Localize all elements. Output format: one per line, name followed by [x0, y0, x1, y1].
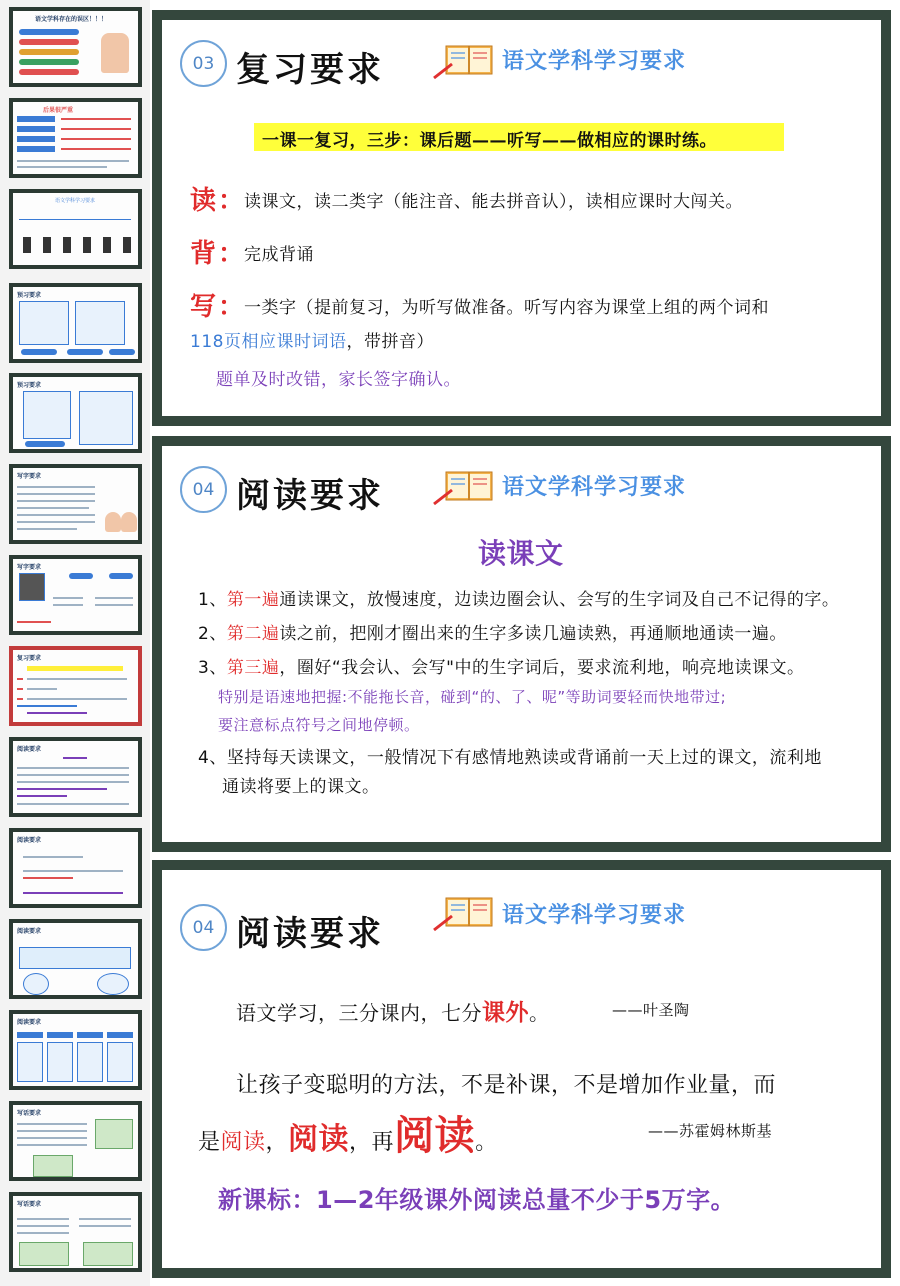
- brand-title: 语文学科学习要求: [502, 49, 687, 74]
- quote-line-1: 让孩子变聪明的方法，不是补课，不是增加作业量，而: [236, 1073, 777, 1098]
- quote-text: 语文学习，三分课内，七分: [236, 1001, 482, 1025]
- item-text: ，圈好“我会认、会写"中的生字词后，要求流利地，响亮地读课文。: [279, 658, 805, 678]
- reading-item-3: [198, 653, 804, 678]
- quote-punct: 。: [475, 1130, 498, 1155]
- slide-thumbnail-1[interactable]: [9, 7, 142, 87]
- item-keyword: 第一遍: [226, 590, 280, 610]
- section-title: 复习要求: [236, 50, 384, 90]
- slide-thumbnail-3[interactable]: [9, 189, 142, 269]
- read-label: 读: [190, 186, 217, 216]
- recite-label: 背: [190, 239, 217, 269]
- slide-thumbnail-4[interactable]: [9, 283, 142, 363]
- quote-author-1: ——叶圣陶: [612, 1001, 690, 1019]
- thumbnail-title: 复习要求: [17, 655, 42, 662]
- quote-keyword: 课外: [482, 1000, 529, 1026]
- recite-colon: ：: [218, 239, 245, 269]
- reading-item-4-line2: 通读将要上的课文。: [222, 777, 380, 797]
- thumbnail-title: 写话要求: [17, 1201, 42, 1208]
- read-colon: ：: [218, 186, 245, 216]
- brand-title: 语文学科学习要求: [502, 475, 687, 500]
- quote-text: ，再: [349, 1130, 395, 1155]
- reading-item-4-line1: 4、坚持每天读课文，一般情况下有感情地熟读或背诵前一天上过的课文，流利地: [198, 748, 822, 768]
- thumbnail-title: 后果很严重: [43, 107, 74, 114]
- reading-note-2: 要注意标点符号之间地停顿。: [218, 716, 420, 734]
- slide-reading-requirements: [152, 436, 891, 852]
- book-icon: [432, 466, 494, 506]
- write-text-line1: 一类字（提前复习，为听写做准备。听写内容为课堂上组的两个词和: [244, 298, 769, 318]
- item-text: 读之前，把刚才圈出来的生字多读几遍读熟，再通顺地通读一遍。: [279, 624, 787, 644]
- quote-keyword: 阅读: [288, 1122, 350, 1157]
- item-text: 通读课文，放慢速度，边读边圈会认、会写的生字词及自己不记得的字。: [279, 590, 840, 610]
- highlight-text: 一课一复习，三步：课后题——听写——做相应的课时练。: [262, 131, 717, 151]
- item-keyword: 第三遍: [226, 658, 280, 678]
- slide-thumbnail-6[interactable]: [9, 464, 142, 544]
- write-text-line2: [190, 327, 434, 352]
- item-number: 2、: [198, 624, 227, 644]
- curriculum-standard: 新课标：1—2年级课外阅读总量不少于5万字。: [218, 1186, 736, 1214]
- thumbnail-title: 语文学科存在的误区！！！: [35, 16, 108, 23]
- recite-text: 完成背诵: [244, 245, 314, 265]
- book-icon: [432, 892, 494, 932]
- thumbnail-title: 阅读要求: [17, 837, 42, 844]
- reading-heading: 读课文: [478, 537, 564, 570]
- quote-text: 是: [198, 1130, 221, 1155]
- reading-note-1: 特别是语速地把握:不能拖长音，碰到“的、了、呢”等助词要轻而快地带过;: [218, 688, 727, 706]
- slide-thumbnail-2[interactable]: [9, 98, 142, 178]
- section-title: 阅读要求: [236, 476, 384, 516]
- quote-keyword: 阅读: [394, 1113, 476, 1159]
- slide-thumbnail-12[interactable]: [9, 1010, 142, 1090]
- quote-ye-shengtao: [236, 994, 550, 1027]
- thumbnail-title: 阅读要求: [17, 928, 42, 935]
- write-colon: ：: [218, 292, 245, 322]
- item-number: 3、: [198, 658, 227, 678]
- book-icon: [432, 40, 494, 80]
- slide-thumbnail-8[interactable]: [9, 646, 142, 726]
- thumbnail-title: 写话要求: [17, 1110, 42, 1117]
- thumbnail-title: 语文学科学习要求: [55, 198, 96, 204]
- thumbnail-title: 阅读要求: [17, 1019, 42, 1026]
- slide-thumbnail-11[interactable]: [9, 919, 142, 999]
- slide-reading-quotes: [152, 860, 891, 1278]
- quote-punct: 。: [529, 1001, 550, 1025]
- quote-line-2: [198, 1104, 498, 1161]
- slide-thumbnail-14[interactable]: [9, 1192, 142, 1272]
- section-number: 04: [180, 466, 227, 513]
- reading-item-1: [198, 585, 839, 610]
- slide-thumbnail-5[interactable]: [9, 373, 142, 453]
- quote-punct: ，: [265, 1130, 289, 1155]
- slide-thumbnail-9[interactable]: [9, 737, 142, 817]
- section-title: 阅读要求: [236, 914, 384, 954]
- reading-item-2: [198, 619, 787, 644]
- thumbnail-title: 预习要求: [17, 382, 42, 389]
- slide-thumbnail-7[interactable]: [9, 555, 142, 635]
- section-number: 04: [180, 904, 227, 951]
- item-keyword: 第二遍: [226, 624, 280, 644]
- slide-thumbnail-panel: [0, 0, 150, 1286]
- quote-keyword: 阅读: [220, 1130, 266, 1155]
- write-text-pinyin: ，带拼音）: [346, 332, 434, 352]
- thumbnail-title: 写字要求: [17, 564, 42, 571]
- thumbnail-title: 阅读要求: [17, 746, 42, 753]
- write-text-line3: 题单及时改错，家长签字确认。: [216, 370, 461, 390]
- thumbnail-title: 预习要求: [17, 292, 42, 299]
- slide-thumbnail-13[interactable]: [9, 1101, 142, 1181]
- slide-thumbnail-10[interactable]: [9, 828, 142, 908]
- write-label: 写: [190, 292, 217, 322]
- slide-review-requirements: [152, 10, 891, 426]
- section-number: 03: [180, 40, 227, 87]
- item-number: 1、: [198, 590, 227, 610]
- read-text: 读课文，读二类字（能注音、能去拼音认），读相应课时大闯关。: [244, 192, 743, 212]
- brand-title: 语文学科学习要求: [502, 903, 687, 928]
- quote-author-2: ——苏霍姆林斯基: [648, 1122, 773, 1140]
- write-text-pagenote: 118页相应课时词语: [190, 332, 347, 352]
- thumbnail-title: 写字要求: [17, 473, 42, 480]
